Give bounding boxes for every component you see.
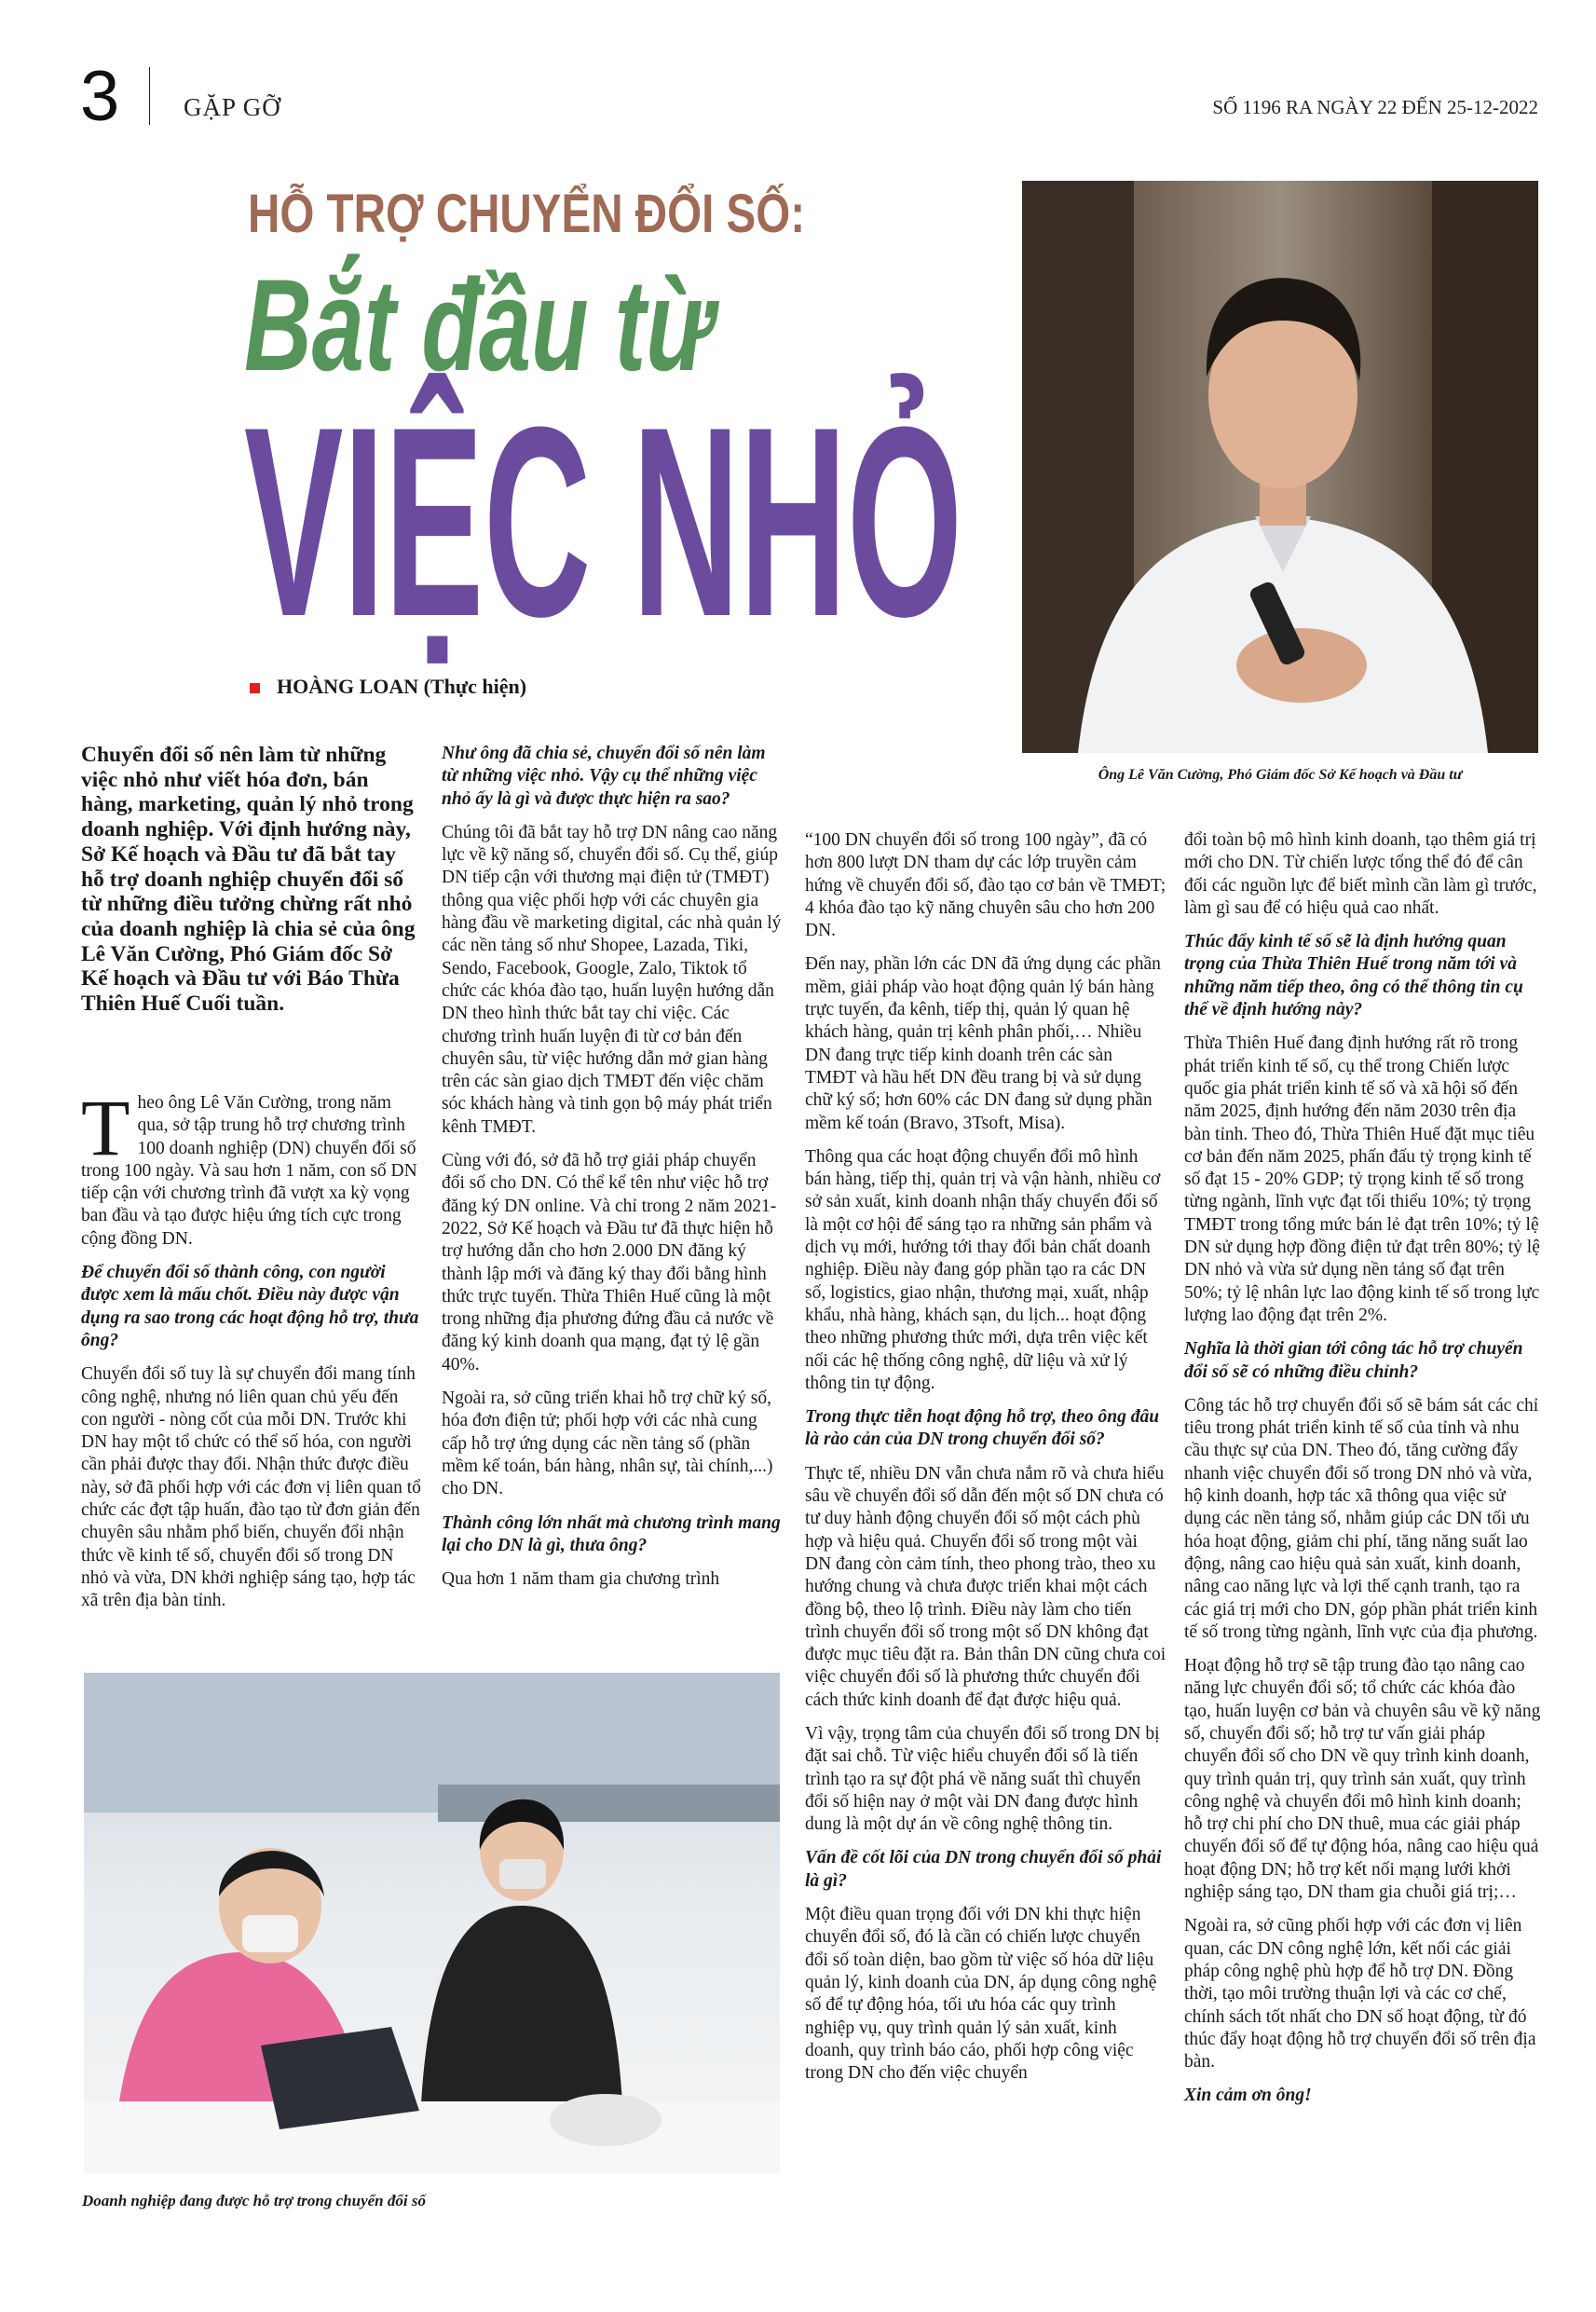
paragraph-text: heo ông Lê Văn Cường, trong năm qua, sở tập trung hỗ trợ chương trình 100 doanh nghiệp (DN) chuyển đổi số trong 100 ngày. Và sau hơn 1 năm, con số DN tiếp cận với chương trình đã vượt xa kỳ vọng ban đầu và tạo được hiệu ứng tích cực trong cộng đồng DN. (81, 1093, 417, 1249)
event-illustration (84, 1673, 780, 2173)
interview-question: Thành công lớn nhất mà chương trình mang lại cho DN là gì, thưa ông? (442, 1512, 781, 1555)
section-name: GẶP GỠ (184, 93, 281, 121)
interview-question: Để chuyển đổi số thành công, con người được xem là mấu chốt. Điều này được vận dụng ra sao trong các hoạt động hỗ trợ, thưa ông? (81, 1263, 419, 1350)
event-photo-caption: Doanh nghiệp đang được hỗ trợ trong chuyển đổi số (82, 2192, 426, 2209)
interview-question: Như ông đã chia sẻ, chuyển đổi số nên làm từ những việc nhỏ. Vậy cụ thể những việc nhỏ ấy là gì và được thực hiện ra sao? (442, 744, 766, 809)
headline-kicker: HỖ TRỢ CHUYỂN ĐỔI SỐ: (248, 184, 806, 244)
header-divider (149, 67, 150, 125)
body-paragraph: Hoạt động hỗ trợ sẽ tập trung đào tạo nâng cao năng lực chuyển đổi số; tổ chức các khóa đào tạo, huấn luyện cơ bản và chuyên sâu về kỹ năng số, chuyển đổi số; hỗ trợ tư vấn giải pháp chuyển đổi số cho DN về quy trình kinh doanh, quy trình quản trị, quy trình sản xuất, quy trình công nghệ và chuyển đổi mô hình kinh doanh; hỗ trợ chi phí cho DN thuê, mua các giải pháp chuyển đổi số để tự động hóa, nâng cao hiệu quả hoạt động DN; hỗ trợ kết nối mạng lưới khởi nghiệp sáng tạo, DN tham gia chuỗi giá trị;… (1184, 1656, 1541, 1903)
body-paragraph: Ngoài ra, sở cũng triển khai hỗ trợ chữ ký số, hóa đơn điện tử; phối hợp với các nhà cung cấp hỗ trợ ứng dụng các nền tảng số (phần mềm kế toán, bán hàng, nhân sự, tài chính,...) cho DN. (442, 1389, 773, 1499)
interview-question: Nghĩa là thời gian tới công tác hỗ trợ chuyển đổi số sẽ có những điều chỉnh? (1184, 1339, 1523, 1382)
body-paragraph: “100 DN chuyển đổi số trong 100 ngày”, đã có hơn 800 lượt DN tham dự các lớp truyền cảm hứng về chuyển đổi số, đào tạo cơ bản về TMĐT; 4 khóa đào tạo kỹ năng chuyên sâu cho hơn 200 DN. (805, 830, 1166, 941)
column-3 (805, 829, 1166, 2096)
interview-question: Thúc đẩy kinh tế số sẽ là định hướng quan trọng của Thừa Thiên Huế trong năm tới và những năm tiếp theo, ông có thể thông tin cụ thể về định hướng này? (1184, 932, 1523, 1020)
body-paragraph: Thừa Thiên Huế đang định hướng rất rõ trong phát triển kinh tế số, cụ thể trong Chiến lược quốc gia phát triển kinh tế số và xã hội số đến năm 2025, định hướng đến năm 2030 trên địa bàn tỉnh. Theo đó, Thừa Thiên Huế đặt mục tiêu cơ bản đến năm 2025, phấn đấu tỷ trọng kinh tế số đạt 15 - 20% GDP; tỷ trọng kinh tế số trong từng ngành, lĩnh vực đạt tối thiểu 10%; tỷ trọng TMĐT trong tổng mức bán lẻ đạt trên 10%; tỷ lệ DN sử dụng hợp đồng điện tử đạt trên 80%; tỷ lệ DN nhỏ và vừa sử dụng nền tảng số đạt trên 50%; tỷ lệ nhân lực lao động kinh tế số trong lực lượng lao động đạt trên 2%. (1184, 1033, 1540, 1325)
headline-line-2: VIỆC NHỎ (244, 371, 963, 673)
body-paragraph: Chúng tôi đã bắt tay hỗ trợ DN nâng cao năng lực về kỹ năng số, chuyển đổi số. Cụ thể, giúp DN tiếp cận với thương mại điện tử (TMĐT) thông qua việc phối hợp với các chuyên gia hàng đầu về marketing digital, các nhà quản lý các nền tảng số như Shopee, Lazada, Tiki, Sendo, Facebook, Google, Zalo, Tiktok tổ chức các khóa đào tạo, huấn luyện hướng dẫn DN theo hình thức bắt tay chỉ việc. Các chương trình huấn luyện đi từ cơ bản đến chuyên sâu, từ việc hướng dẫn mở gian hàng trên các sàn giao dịch TMĐT đến việc chăm sóc khách hàng và tinh gọn bộ máy phát triển kênh TMĐT. (442, 822, 782, 1137)
body-paragraph: Một điều quan trọng đối với DN khi thực hiện chuyển đổi số, đó là cần có chiến lược chuyển đổi số toàn diện, bao gồm từ việc số hóa dữ liệu quản lý, kinh doanh của DN, áp dụng công nghệ số để tự động hóa, tối ưu hóa các quy trình nghiệp vụ, quy trình quản lý sản xuất, kinh doanh, quy trình báo cáo, phối hợp công việc trong DN cho đến việc chuyển (805, 1905, 1157, 2084)
portrait-photo (1022, 181, 1538, 753)
body-paragraph (81, 1083, 422, 1251)
body-paragraph: Thực tế, nhiều DN vẫn chưa nắm rõ và chưa hiểu sâu về chuyển đổi số dẫn đến một số DN chưa có tư duy hành động chuyển đổi số một cách phù hợp và hiệu quả. Chuyển đổi số trong một vài DN đang còn cảm tính, theo phong trào, theo xu hướng chung và chưa được triển khai một cách đồng bộ, theo lộ trình. Điều này làm cho tiến trình chuyển đổi số trong một số DN không đạt được mục tiêu đặt ra. Bản thân DN cũng chưa coi việc chuyển đổi số là phương thức chuyển đổi cách thức kinh doanh để đạt được hiệu quả. (805, 1463, 1166, 1710)
body-paragraph: Chuyển đổi số tuy là sự chuyển đổi mang tính công nghệ, nhưng nó liên quan chủ yếu đến con người - nòng cốt của mỗi DN. Trước khi DN hay một tổ chức có thể số hóa, con người cần phải được thay đổi. Nhận thức được điều này, sở đã phối hợp với các đơn vị liên quan tổ chức các đợt tập huấn, đào tạo từ đơn giản đến chuyên sâu nhằm phổ biến, chuyển đổi nhận thức về kinh tế số, chuyển đổi số trong DN nhỏ và vừa, DN khởi nghiệp sáng tạo, hợp tác xã trên địa bàn tỉnh. (81, 1364, 421, 1611)
body-paragraph: Cùng với đó, sở đã hỗ trợ giải pháp chuyển đổi số cho DN. Có thể kể tên như việc hỗ trợ đăng ký DN online. Và chỉ trong 2 năm 2021-2022, Sở Kế hoạch và Đầu tư đã thực hiện hỗ trợ hướng dẫn cho hơn 2.000 DN đăng ký thành lập mới và đăng ký thay đổi bằng hình thức trực tuyến. Thừa Thiên Huế cũng là một trong những địa phương đứng đầu cả nước về đăng ký kinh doanh qua mạng, đạt tỷ lệ gần 40%. (442, 1151, 777, 1375)
interview-question: Vấn đề cốt lõi của DN trong chuyển đổi số phải là gì? (805, 1848, 1162, 1891)
page-number: 3 (80, 57, 120, 136)
body-paragraph: Công tác hỗ trợ chuyển đổi số sẽ bám sát các chỉ tiêu trong phát triển kinh tế số của tỉnh và nhu cầu thực sự của DN. Theo đó, tăng cường đẩy nhanh việc chuyển đổi số trong DN nhỏ và vừa, hộ kinh doanh, hợp tác xã thông qua việc sử dụng các nền tảng số, nhằm giúp các DN tối ưu hóa hoạt động, giảm chi phí, tăng năng suất lao động, nâng cao hiệu quả sản xuất, kinh doanh, nâng cao năng lực và lợi thế cạnh tranh, tạo ra các giá trị mới cho DN, góp phần phát triển kinh tế số trong từng ngành, lĩnh vực của địa phương. (1184, 1395, 1539, 1642)
column-4 (1184, 829, 1542, 2119)
body-paragraph: Qua hơn 1 năm tham gia chương trình (442, 1569, 720, 1590)
portrait-caption: Ông Lê Văn Cường, Phó Giám đốc Sở Kế hoạch và Đầu tư (1098, 767, 1463, 783)
event-photo (84, 1673, 780, 2173)
portrait-illustration (1022, 181, 1538, 753)
body-paragraph: Ngoài ra, sở cũng phối hợp với các đơn vị liên quan, các DN công nghệ lớn, kết nối các giải pháp công nghệ phù hợp để hỗ trợ DN. Đồng thời, tạo môi trường thuận lợi và các cơ chế, chính sách tốt nhất cho DN số hoạt động, từ đó thúc đẩy hoạt động hỗ trợ chuyển đổi số trên địa bàn. (1184, 1916, 1536, 2073)
body-paragraph: Đến nay, phần lớn các DN đã ứng dụng các phần mềm, giải pháp vào hoạt động quản lý bán hàng trực tuyến, đa kênh, tiếp thị, quản lý quan hệ khách hàng, quản trị kênh phân phối,… Nhiều DN đang trực tiếp kinh doanh trên các sàn TMĐT và hầu hết DN đều trang bị và sử dụng chữ ký số; hơn 60% các DN đang sử dụng phần mềm kế toán (Bravo, 3Tsoft, Misa). (805, 954, 1161, 1133)
body-paragraph: Thông qua các hoạt động chuyển đổi mô hình bán hàng, tiếp thị, quản trị và vận hành, nhiều cơ sở sản xuất, kinh doanh nhận thấy chuyển đổi số là một cơ hội để sáng tạo ra những sản phẩm và dịch vụ mới, hướng tới thay đổi bản chất doanh nghiệp. Điều này đang góp phần tạo ra các DN số, logistics, giao nhận, thương mại, xuất, nhập khẩu, nhà hàng, khách sạn, du lịch... hoạt động theo những phương thức mới, dựa trên việc kết nối các hệ thống công nghệ, dữ liệu và xử lý thông tin tự động. (805, 1146, 1161, 1393)
interview-question: Trong thực tiễn hoạt động hỗ trợ, theo ông đâu là rào cản của DN trong chuyển đổi số? (805, 1407, 1160, 1450)
body-paragraph: Vì vậy, trọng tâm của chuyển đổi số trong DN bị đặt sai chỗ. Từ việc hiểu chuyển đổi số là tiến trình tạo ra sự đột phá về năng suất thì chuyển đổi số hiện nay ở một vài DN đang được hình dung là một dự án về công nghệ thông tin. (805, 1723, 1160, 1835)
issue-info: SỐ 1196 RA NGÀY 22 ĐẾN 25-12-2022 (1212, 96, 1538, 118)
lead-paragraph: Chuyển đổi số nên làm từ những việc nhỏ như viết hóa đơn, bán hàng, marketing, quản lý nhỏ trong doanh nghiệp. Với định hướng này, Sở Kế hoạch và Đầu tư đã bắt tay hỗ trợ doanh nghiệp chuyển đổi số từ những điều tưởng chừng rất nhỏ của doanh nghiệp là chia sẻ của ông Lê Văn Cường, Phó Giám đốc Sở Kế hoạch và Đầu tư với Báo Thừa Thiên Huế Cuối tuần. (81, 743, 416, 1017)
byline-text: HOÀNG LOAN (Thực hiện) (277, 675, 527, 698)
drop-cap: T (81, 1083, 130, 1172)
closing-remark: Xin cảm ơn ông! (1184, 2086, 1312, 2106)
byline (250, 675, 526, 699)
column-1 (81, 1083, 422, 1624)
bullet-square-icon (250, 683, 260, 693)
headline-line-1: Bắt đầu từ (244, 252, 714, 398)
body-paragraph: đổi toàn bộ mô hình kinh doanh, tạo thêm giá trị mới cho DN. Từ chiến lược tổng thể đó để cân đối các nguồn lực để biết mình cần làm gì trước, làm gì sau để có hiệu quả cao nhất. (1184, 830, 1537, 918)
column-2 (442, 743, 783, 1602)
